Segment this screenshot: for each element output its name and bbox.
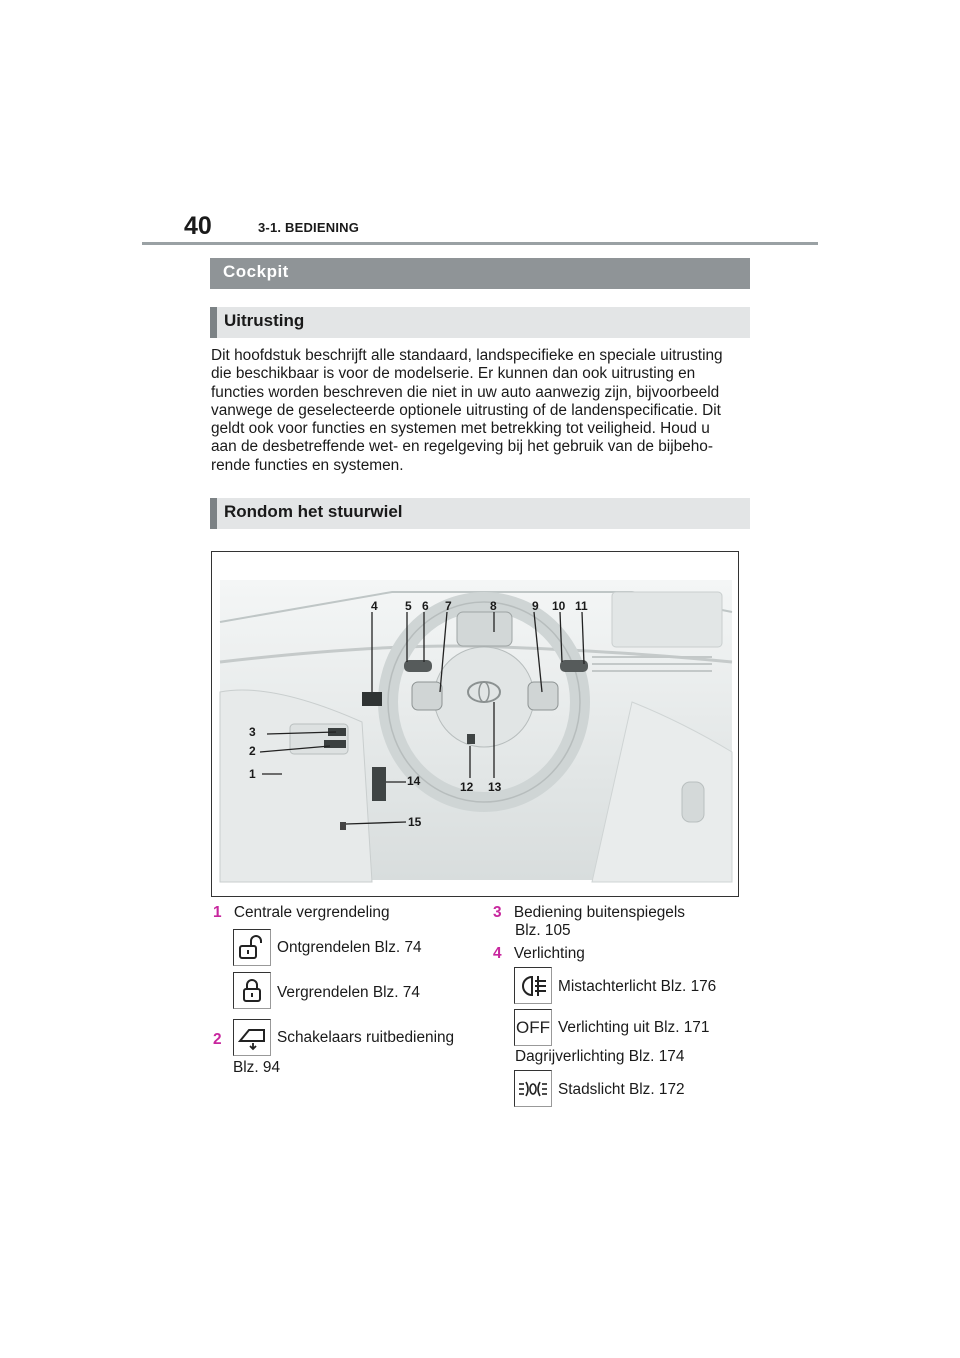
lock-label: Vergrendelen Blz. 74	[277, 984, 420, 1001]
item-label: Centrale vergrendeling	[233, 904, 390, 921]
callout-4: 4	[371, 599, 378, 613]
item-number: 3	[493, 904, 502, 921]
callout-10: 10	[552, 599, 566, 613]
callout-7: 7	[445, 599, 452, 613]
unlock-label: Ontgrendelen Blz. 74	[277, 939, 422, 956]
callout-6: 6	[422, 599, 429, 613]
callout-8: 8	[490, 599, 497, 613]
item-3-page: Blz. 105	[515, 922, 571, 939]
intro-paragraph	[211, 347, 756, 475]
callout-12: 12	[460, 780, 474, 794]
lock-icon	[233, 972, 271, 1009]
band-cockpit: Cockpit	[210, 258, 750, 289]
callout-15: 15	[408, 815, 422, 829]
rear-fog-label: Mistachterlicht Blz. 176	[558, 978, 717, 995]
callout-14: 14	[407, 774, 421, 788]
item-number: 4	[493, 945, 502, 962]
parking-light-label: Stadslicht Blz. 172	[558, 1081, 685, 1098]
item-number: 2	[213, 1031, 222, 1048]
header-rule	[142, 242, 818, 245]
cockpit-drawing	[212, 552, 738, 896]
callout-1: 1	[249, 767, 256, 781]
rear-fog-light-icon	[514, 967, 552, 1004]
window-switch-label: Schakelaars ruitbediening	[277, 1029, 455, 1046]
page-number: 40	[184, 212, 212, 240]
band-stuurwiel: Rondom het stuurwiel	[210, 498, 750, 529]
lights-off-label: Verlichting uit Blz. 171	[558, 1019, 710, 1036]
off-glyph: OFF	[516, 1017, 550, 1037]
band-uitrusting: Uitrusting	[210, 307, 750, 338]
callout-5: 5	[405, 599, 412, 613]
cockpit-illustration	[211, 551, 739, 897]
intro-line: die beschikbaar is voor de modelserie. Er kunnen dan ook uitrusting en	[211, 365, 696, 383]
callout-11: 11	[575, 599, 588, 613]
parking-light-icon	[514, 1070, 552, 1107]
intro-line: functies worden beschreven die niet in uw auto aanwezig zijn, bijvoorbeeld	[211, 383, 720, 401]
item-label: Verlichting	[513, 945, 585, 962]
callout-13: 13	[488, 780, 502, 794]
callout-3: 3	[249, 725, 256, 739]
drl-label: Dagrijverlichting Blz. 174	[515, 1048, 685, 1065]
list-item-4	[493, 945, 585, 963]
item-number: 1	[213, 904, 222, 921]
intro-line: aan de desbetreffende wet- en regelgeving bij het gebruik van de bijbeho-	[211, 438, 713, 456]
window-switch-icon	[233, 1019, 271, 1056]
section-heading: 3-1. BEDIENING	[258, 220, 360, 235]
intro-line: geldt ook voor functies en systemen met betrekking tot veiligheid. Houd u	[211, 420, 710, 438]
callout-9: 9	[532, 599, 539, 613]
list-item-2-number	[213, 1031, 222, 1049]
callout-2: 2	[249, 744, 256, 758]
intro-line: vanwege de geselecteerde optionele uitrusting of de landenspecificatie. Dit	[211, 401, 721, 419]
list-item-3	[493, 904, 685, 922]
off-icon	[514, 1009, 552, 1046]
list-item-1	[213, 904, 390, 922]
item-label: Bediening buitenspiegels	[513, 904, 685, 921]
window-switch-page: Blz. 94	[233, 1059, 281, 1076]
unlock-icon	[233, 929, 271, 966]
intro-line: rende functies en systemen.	[211, 456, 404, 474]
intro-line: Dit hoofdstuk beschrijft alle standaard, landspecifieke en speciale uitrusting	[211, 347, 723, 364]
